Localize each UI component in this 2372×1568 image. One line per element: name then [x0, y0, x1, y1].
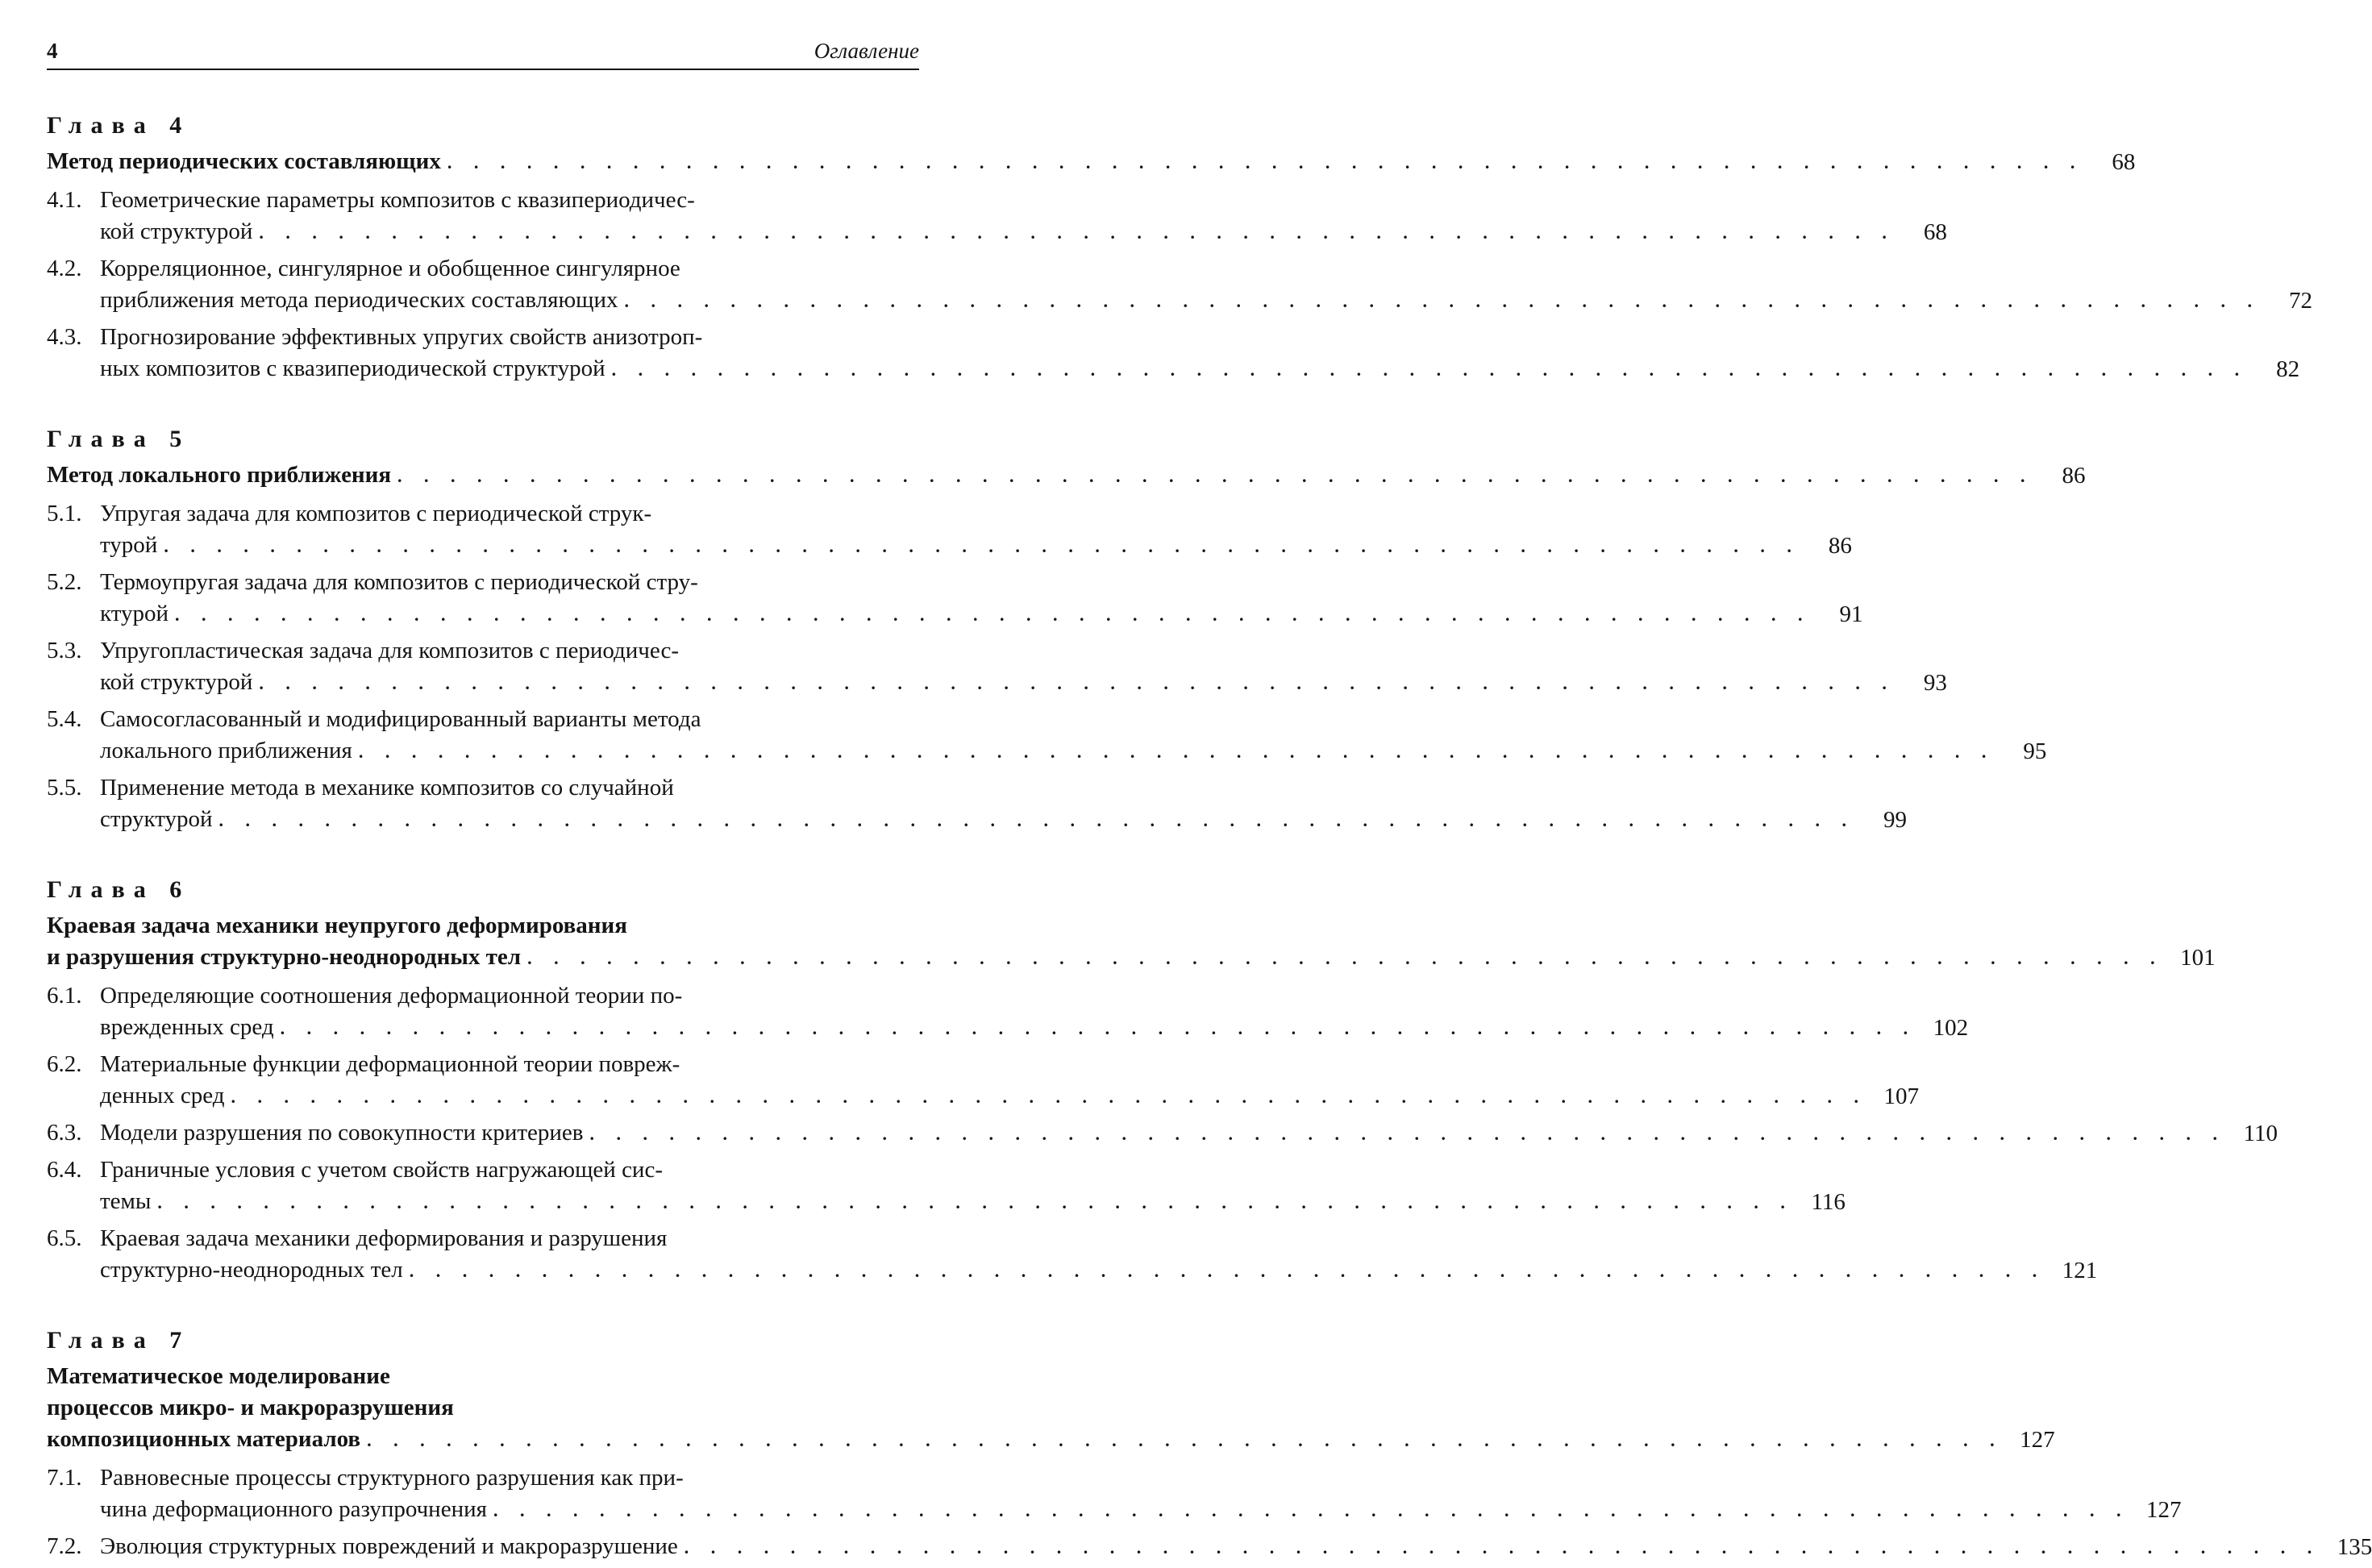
section-number: 6.5.	[47, 1225, 82, 1251]
chapter-title-text: процессов микро- и макроразрушения	[47, 1395, 454, 1420]
section-page-number: 99	[1883, 807, 1908, 833]
section-number: 6.4.	[47, 1157, 82, 1183]
section-title-line	[100, 567, 1812, 598]
section-entry-inner	[47, 498, 1800, 562]
section-title-text: турой	[100, 532, 158, 558]
section-title-line	[100, 598, 1812, 630]
chapter-title-text: композиционных материалов	[47, 1426, 361, 1452]
section-number: 4.1.	[47, 187, 82, 213]
toc-page	[47, 39, 2372, 1568]
dot-leader: . . . . . . . . . . . . . . . . . . . . . . . . . . . . . . . . . . . . . . . . . . . . . . . . . . . . . . . . . . . . . .	[367, 1430, 2004, 1450]
section-number: 5.1.	[47, 501, 82, 526]
chapter-title-text: Метод периодических составляющих	[47, 148, 441, 174]
section-title-line	[100, 216, 1896, 248]
section-entry[interactable]	[47, 1223, 2098, 1287]
section-page-number: 68	[1923, 219, 1947, 245]
chapter-title-line	[47, 1392, 2004, 1424]
section-entry[interactable]	[47, 1049, 1920, 1113]
section-title-text: Самосогласованный и модифицированный варианты метода	[100, 706, 701, 732]
section-page-number: 121	[2062, 1258, 2098, 1283]
section-title-text: локального приближения	[100, 738, 352, 763]
section-page-number: 127	[2145, 1497, 2182, 1523]
chapter-block	[47, 876, 2278, 1287]
section-title-line	[100, 285, 2261, 317]
section-number: 6.2.	[47, 1051, 82, 1077]
dot-leader: . . . . . . . . . . . . . . . . . . . . . . . . . . . . . . . . . . . . . . . . . . . . . . . . . . . . . . . . . . . . . .	[397, 466, 2034, 486]
chapter-block	[47, 426, 2086, 836]
dot-leader: . . . . . . . . . . . . . . . . . . . . . . . . . . . . . . . . . . . . . . . . . . . . . . . . . . . . . . . . . . . . . .	[358, 742, 1995, 762]
section-entry[interactable]	[47, 772, 1908, 836]
section-page-number: 135	[2337, 1534, 2372, 1560]
section-title-text: врежденных сред	[100, 1014, 274, 1040]
dot-leader: . . . . . . . . . . . . . . . . . . . . . . . . . . . . . . . . . . . . . . . . . . . . . . . . . . . . . . . . . . . . . .	[259, 673, 1896, 693]
section-entry[interactable]	[47, 253, 2313, 317]
section-page-number: 116	[1811, 1189, 1846, 1215]
section-title-text: Прогнозирование эффективных упругих свойств анизотроп-	[100, 324, 703, 350]
section-title	[100, 1223, 2045, 1287]
section-entry[interactable]	[47, 567, 1863, 630]
section-title-text: денных сред	[100, 1083, 225, 1108]
chapter-title-text: Метод локального приближения	[47, 462, 392, 488]
section-title-text: Корреляционное, сингулярное и обобщенное сингулярное	[100, 256, 680, 281]
section-title-line	[100, 353, 2248, 385]
section-number: 4.3.	[47, 324, 82, 350]
dot-leader: . . . . . . . . . . . . . . . . . . . . . . . . . . . . . . . . . . . . . . . . . . . . . . . . . . . . . . . . . . . . . .	[624, 291, 2262, 311]
section-title	[100, 635, 1896, 699]
chapter-title-row	[47, 146, 2136, 178]
section-page-number: 95	[2023, 738, 2047, 764]
section-title-line	[100, 530, 1800, 562]
section-title-line	[100, 735, 1995, 767]
section-title	[100, 1049, 1867, 1113]
section-title	[100, 253, 2261, 317]
section-title-line	[100, 635, 1896, 667]
section-title-line	[100, 1049, 1867, 1080]
chapter-title	[47, 146, 2083, 178]
section-title-text: Граничные условия с учетом свойств нагружающей сис-	[100, 1157, 663, 1183]
section-page-number: 102	[1933, 1015, 1969, 1041]
section-title-line	[100, 704, 1995, 735]
section-title	[100, 1154, 1794, 1218]
chapter-title-row	[47, 910, 2216, 974]
section-entry[interactable]	[47, 185, 1947, 248]
section-title-text: чина деформационного разупрочнения	[100, 1496, 487, 1522]
section-title-text: кой структурой	[100, 669, 253, 695]
section-title-line	[100, 772, 1855, 804]
section-number: 4.2.	[47, 256, 82, 281]
dot-leader: . . . . . . . . . . . . . . . . . . . . . . . . . . . . . . . . . . . . . . . . . . . . . . . . . . . . . . . . . . . . . .	[231, 1087, 1868, 1107]
dot-leader: . . . . . . . . . . . . . . . . . . . . . . . . . . . . . . . . . . . . . . . . . . . . . . . . . . . . . . . . . . . . . .	[259, 223, 1896, 243]
section-entry-inner	[47, 253, 2261, 317]
dot-leader: . . . . . . . . . . . . . . . . . . . . . . . . . . . . . . . . . . . . . . . . . . . . . . . . . . . . . . . . . . . . . .	[157, 1192, 1794, 1212]
dot-leader: . . . . . . . . . . . . . . . . . . . . . . . . . . . . . . . . . . . . . . . . . . . . . . . . . . . . . . . . . . . . . .	[280, 1018, 1917, 1038]
section-number: 5.4.	[47, 706, 82, 732]
section-entry-inner	[47, 1462, 2129, 1526]
section-title	[100, 772, 1855, 836]
section-title	[100, 185, 1896, 248]
section-title-text: кой структурой	[100, 218, 253, 244]
chapter-block	[47, 1327, 2372, 1563]
section-number: 6.3.	[47, 1120, 82, 1146]
section-title-text: Упругая задача для композитов с периодической струк-	[100, 501, 652, 526]
section-entry-inner	[47, 185, 1896, 248]
dot-leader: . . . . . . . . . . . . . . . . . . . . . . . . . . . . . . . . . . . . . . . . . . . . . . . . . . . . . . . . . . . . . .	[611, 360, 2249, 380]
dot-leader: . . . . . . . . . . . . . . . . . . . . . . . . . . . . . . . . . . . . . . . . . . . . . . . . . . . . . . . . . . . . . .	[589, 1124, 2226, 1144]
chapter-title-text: и разрушения структурно-неоднородных тел	[47, 944, 522, 970]
chapter-title-line	[47, 146, 2083, 178]
section-entry-inner	[47, 322, 2248, 385]
section-title-text: Краевая задача механики деформирования и разрушения	[100, 1225, 668, 1251]
dot-leader: . . . . . . . . . . . . . . . . . . . . . . . . . . . . . . . . . . . . . . . . . . . . . . . . . . . . . . . . . . . . . .	[493, 1500, 2130, 1520]
section-page-number: 72	[2289, 288, 2313, 314]
section-title-line	[100, 1254, 2045, 1287]
section-title-line	[100, 1186, 1794, 1218]
section-number: 7.2.	[47, 1533, 82, 1559]
section-number: 5.3.	[47, 638, 82, 663]
section-title-text: Эволюция структурных повреждений и макроразрушение	[100, 1533, 678, 1559]
chapter-label: Глава 4	[47, 112, 191, 139]
running-title: Оглавление	[814, 39, 919, 63]
section-entry[interactable]	[47, 1154, 1846, 1218]
section-number: 6.1.	[47, 983, 82, 1009]
section-title-text: ных композитов с квазипериодической структурой	[100, 356, 605, 381]
section-title-line	[100, 253, 2261, 285]
section-title-text: Материальные функции деформационной теории повреж-	[100, 1051, 680, 1077]
section-title-text: Определяющие соотношения деформационной теории по-	[100, 983, 683, 1009]
chapter-title-line	[47, 1361, 2004, 1392]
section-entry-inner	[47, 704, 1995, 767]
chapter-title-text: Краевая задача механики неупругого деформирования	[47, 913, 627, 938]
section-page-number: 82	[2276, 356, 2300, 382]
section-title-text: Равновесные процессы структурного разрушения как при-	[100, 1465, 684, 1491]
section-title-line	[100, 980, 1916, 1012]
chapter-page-number: 127	[2020, 1427, 2055, 1453]
section-number: 5.5.	[47, 775, 82, 801]
section-title-text: Геометрические параметры композитов с квазипериодичес-	[100, 187, 695, 213]
section-entry-inner	[47, 772, 1855, 836]
section-page-number: 107	[1883, 1083, 1920, 1109]
section-entry-inner	[47, 1154, 1794, 1218]
chapter-title-line	[47, 460, 2034, 492]
section-title-text: приближения метода периодических составляющих	[100, 287, 618, 313]
section-title	[100, 1117, 2226, 1150]
page-number: 4	[47, 39, 58, 63]
chapter-title	[47, 460, 2034, 492]
section-entry-inner	[47, 635, 1896, 699]
dot-leader: . . . . . . . . . . . . . . . . . . . . . . . . . . . . . . . . . . . . . . . . . . . . . . . . . . . . . . . . . . . . . .	[218, 810, 1856, 830]
section-title-line	[100, 1012, 1916, 1044]
chapter-page-number: 101	[2180, 945, 2216, 971]
table-of-contents	[47, 112, 2372, 1563]
chapter-page-number: 86	[2062, 463, 2086, 489]
section-title	[100, 704, 1995, 767]
section-entry[interactable]	[47, 980, 1969, 1044]
section-title	[100, 322, 2248, 385]
section-title-line	[100, 1117, 2226, 1150]
section-page-number: 93	[1923, 670, 1947, 696]
section-title-text: Модели разрушения по совокупности критериев	[100, 1120, 584, 1146]
chapter-page-number: 68	[2112, 149, 2136, 175]
chapter-label: Глава 7	[47, 1327, 191, 1354]
section-title	[100, 1531, 2320, 1563]
section-title-text: Упругопластическая задача для композитов с периодичес-	[100, 638, 680, 663]
section-title-line	[100, 1531, 2320, 1563]
section-title	[100, 980, 1916, 1044]
chapter-label: Глава 6	[47, 876, 191, 903]
section-entry-inner	[47, 1117, 2226, 1150]
chapter-title	[47, 1361, 2004, 1456]
section-title-line	[100, 1462, 2129, 1494]
dot-leader: . . . . . . . . . . . . . . . . . . . . . . . . . . . . . . . . . . . . . . . . . . . . . . . . . . . . . . . . . . . . . .	[409, 1261, 2046, 1281]
section-title-text: Применение метода в механике композитов со случайной	[100, 775, 674, 801]
section-entry[interactable]	[47, 704, 2047, 767]
section-title	[100, 1462, 2129, 1526]
section-title-line	[100, 1154, 1794, 1186]
section-title-line	[100, 667, 1896, 699]
section-entry[interactable]	[47, 1117, 2278, 1150]
section-page-number: 110	[2243, 1121, 2278, 1146]
chapter-title-text: Математическое моделирование	[47, 1363, 390, 1389]
section-title-line	[100, 1080, 1867, 1113]
section-title	[100, 498, 1800, 562]
section-title-text: Термоупругая задача для композитов с периодической стру-	[100, 569, 698, 595]
chapter-title-row	[47, 1361, 2055, 1456]
section-entry-inner	[47, 567, 1812, 630]
section-title	[100, 567, 1812, 630]
section-entry[interactable]	[47, 322, 2300, 385]
section-title-line	[100, 804, 1855, 836]
section-title-line	[100, 1223, 2045, 1254]
chapter-title-line	[47, 910, 2164, 942]
chapter-label: Глава 5	[47, 426, 191, 452]
section-entry-inner	[47, 1223, 2045, 1287]
section-page-number: 86	[1828, 533, 1852, 559]
chapter-title-row	[47, 460, 2086, 492]
section-title-line	[100, 185, 1896, 216]
section-entry[interactable]	[47, 1462, 2182, 1526]
chapter-title	[47, 910, 2164, 974]
section-entry-inner	[47, 1531, 2320, 1563]
section-entry[interactable]	[47, 635, 1947, 699]
section-entry[interactable]	[47, 498, 1852, 562]
section-title-text: структурой	[100, 806, 213, 832]
dot-leader: . . . . . . . . . . . . . . . . . . . . . . . . . . . . . . . . . . . . . . . . . . . . . . . . . . . . . . . . . . . . . .	[447, 152, 2084, 173]
section-title-line	[100, 498, 1800, 530]
section-title-line	[100, 322, 2248, 353]
section-entry-inner	[47, 1049, 1867, 1113]
chapter-block	[47, 112, 2313, 385]
dot-leader: . . . . . . . . . . . . . . . . . . . . . . . . . . . . . . . . . . . . . . . . . . . . . . . . . . . . . . . . . . . . . .	[527, 948, 2164, 968]
dot-leader: . . . . . . . . . . . . . . . . . . . . . . . . . . . . . . . . . . . . . . . . . . . . . . . . . . . . . . . . . . . . . .	[684, 1537, 2321, 1558]
section-title-text: структурно-неоднородных тел	[100, 1257, 403, 1283]
running-header	[47, 39, 919, 70]
section-title-text: ктурой	[100, 601, 169, 626]
dot-leader: . . . . . . . . . . . . . . . . . . . . . . . . . . . . . . . . . . . . . . . . . . . . . . . . . . . . . . . . . . . . . .	[164, 536, 1800, 556]
section-entry-inner	[47, 980, 1916, 1044]
section-title-text: темы	[100, 1188, 152, 1214]
dot-leader: . . . . . . . . . . . . . . . . . . . . . . . . . . . . . . . . . . . . . . . . . . . . . . . . . . . . . . . . . . . . . .	[175, 605, 1812, 625]
section-number: 7.1.	[47, 1465, 82, 1491]
chapter-title-line	[47, 1424, 2004, 1456]
section-title-line	[100, 1494, 2129, 1526]
section-page-number: 91	[1839, 601, 1863, 627]
section-number: 5.2.	[47, 569, 82, 595]
section-entry[interactable]	[47, 1531, 2372, 1563]
chapter-title-line	[47, 942, 2164, 974]
